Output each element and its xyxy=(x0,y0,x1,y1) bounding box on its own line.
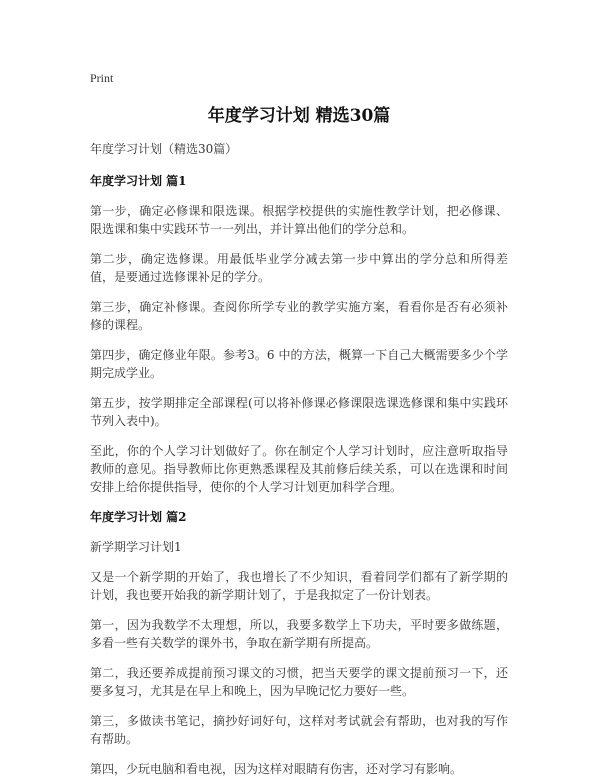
paragraph: 又是一个新学期的开始了，我也增长了不少知识，看着同学们都有了新学期的计划，我也要开始我的新学期计划了，于是我拟定了一份计划表。 xyxy=(90,570,508,602)
paragraph: 第二，我还要养成提前预习课文的习惯，把当天要学的课文提前预习一下，还要多复习，尤其是在早上和晚上，因为早晚记忆力要好一些。 xyxy=(90,666,508,698)
paragraph: 第四，少玩电脑和看电视，因为这样对眼睛有伤害，还对学习有影响。 xyxy=(90,762,463,776)
section-heading-2: 年度学习计划 篇2 xyxy=(90,510,187,524)
document-title: 年度学习计划 精选30篇 xyxy=(207,106,391,126)
paragraph: 至此，你的个人学习计划做好了。你在制定个人学习计划时，应注意听取指导教师的意见。指导教师比你更熟悉课程及其前修后续关系，可以在选课和时间安排上给你提供指导，使你的个人学习计划更加科学合理。 xyxy=(90,444,508,494)
paragraph: 第四步，确定修业年限。参考3。6 中的方法，概算一下自己大概需要多少个学期完成学业。 xyxy=(90,348,508,380)
document-subtitle: 年度学习计划（精选30篇） xyxy=(90,142,238,156)
print-label: Print xyxy=(90,71,114,85)
paragraph: 第三步，确定补修课。查阅你所学专业的教学实施方案，看看你是否有必须补修的课程。 xyxy=(90,300,508,332)
paragraph: 第一，因为我数学不太理想，所以，我要多数学上下功夫，平时要多做练题，多看一些有关数学的课外书，争取在新学期有所提高。 xyxy=(90,618,508,650)
paragraph: 第五步，按学期排定全部课程(可以将补修课必修课限选课选修课和集中实践环节列入表中)。 xyxy=(90,396,508,428)
paragraph: 新学期学习计划1 xyxy=(90,540,182,554)
paragraph: 第一步，确定必修课和限选课。根据学校提供的实施性教学计划，把必修课、限选课和集中实践环节一一列出，并计算出他们的学分总和。 xyxy=(90,204,508,236)
paragraph: 第三，多做读书笔记，摘抄好词好句，这样对考试就会有帮助，也对我的写作有帮助。 xyxy=(90,714,508,746)
section-heading-1: 年度学习计划 篇1 xyxy=(90,174,187,188)
paragraph: 第二步，确定选修课。用最低毕业学分减去第一步中算出的学分总和所得差值，是要通过选修课补足的学分。 xyxy=(90,252,508,284)
